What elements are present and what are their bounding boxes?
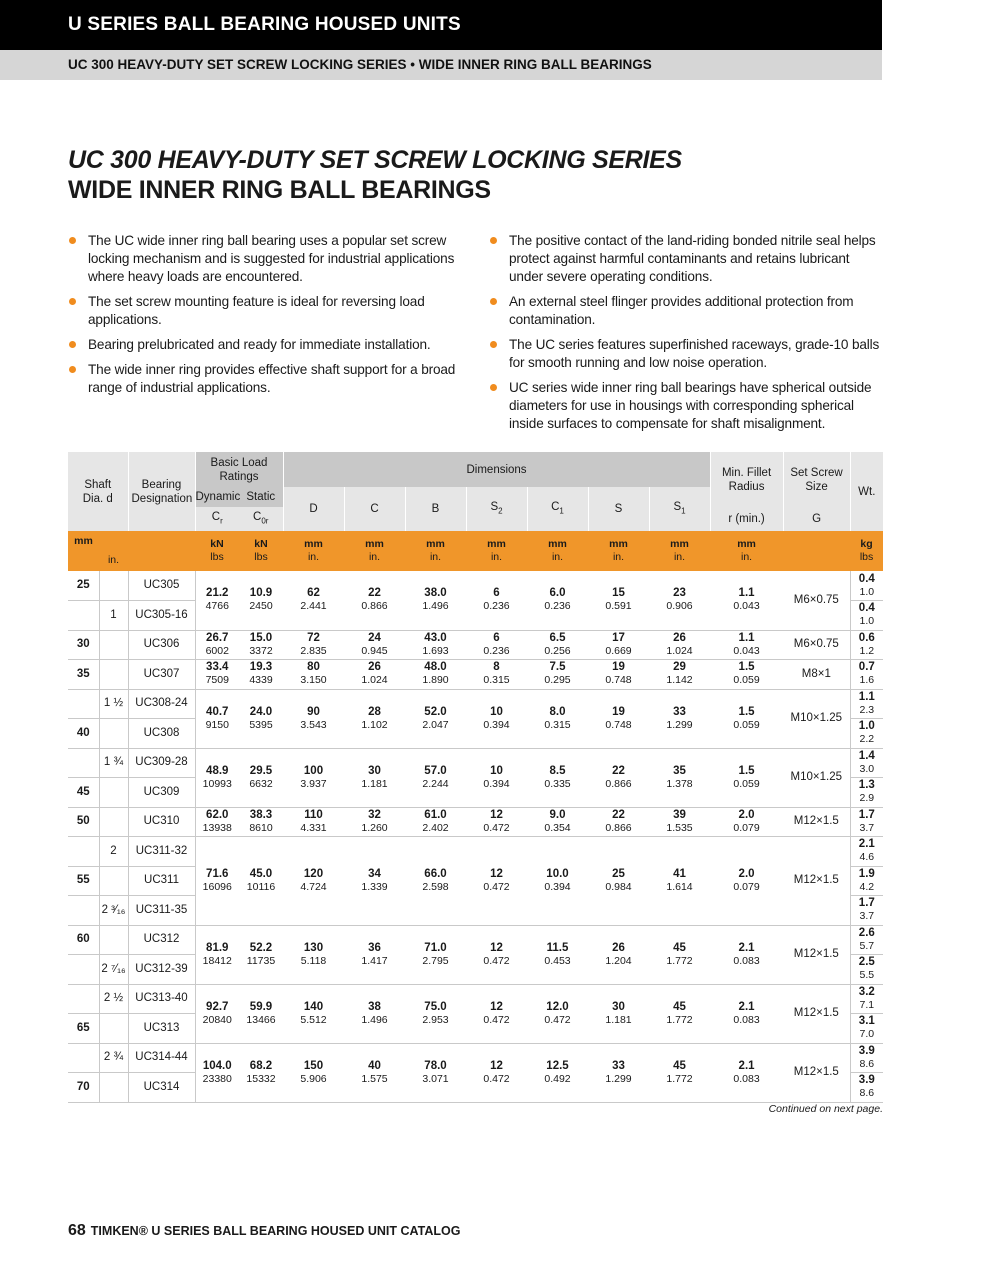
fillet-radius: 1.5 0.059 — [710, 689, 783, 748]
dim-S1: 29 1.142 — [649, 660, 710, 690]
dim-C: 22 0.866 — [344, 571, 405, 630]
feature-list-left — [68, 232, 468, 404]
dim-D: 140 5.512 — [283, 984, 344, 1043]
set-screw-size: M12×1.5 — [783, 925, 850, 984]
fillet-radius: 1.1 0.043 — [710, 630, 783, 660]
table-row — [68, 984, 883, 1014]
dim-S1: 35 1.378 — [649, 748, 710, 807]
dim-C: 28 1.102 — [344, 689, 405, 748]
col-static: Static — [239, 487, 283, 507]
dim-D: 120 4.724 — [283, 837, 344, 926]
shaft-mm: 40 — [68, 719, 99, 749]
designation: UC308 — [128, 719, 195, 749]
dim-S: 26 1.204 — [588, 925, 649, 984]
designation: UC309 — [128, 778, 195, 808]
dim-D: 130 5.118 — [283, 925, 344, 984]
dim-S1: 45 1.772 — [649, 1043, 710, 1102]
dim-D: 150 5.906 — [283, 1043, 344, 1102]
dim-S2: 12 0.472 — [466, 925, 527, 984]
designation: UC312 — [128, 925, 195, 955]
cr-value: 81.9 18412 — [195, 925, 239, 984]
dim-C1: 7.5 0.295 — [527, 660, 588, 690]
c0r-value: 29.5 6632 — [239, 748, 283, 807]
col-setscrew-sym: G — [783, 507, 850, 531]
table-row — [68, 689, 883, 719]
weight: 0.6 1.2 — [850, 630, 883, 660]
dim-B: 43.0 1.693 — [405, 630, 466, 660]
designation: UC313-40 — [128, 984, 195, 1014]
feature-item: Bearing prelubricated and ready for immediate installation. — [68, 336, 468, 354]
feature-item: UC series wide inner ring ball bearings have spherical outside diameters for use in housings with corresponding spherical inside surfaces to compensate for shaft misalignment. — [489, 379, 885, 433]
units-row: mm in. kN lbs kN lbs mm in. mm in. mm in. mm in. mm in. mm in. mm in. mm in. kg lbs — [68, 531, 883, 571]
weight: 3.9 8.6 — [850, 1073, 883, 1103]
set-screw-size: M12×1.5 — [783, 837, 850, 926]
designation: UC310 — [128, 807, 195, 837]
dim-B: 78.0 3.071 — [405, 1043, 466, 1102]
col-C: C — [344, 487, 405, 531]
weight: 1.4 3.0 — [850, 748, 883, 778]
shaft-mm — [68, 837, 99, 867]
shaft-in — [99, 719, 128, 749]
dim-C: 36 1.417 — [344, 925, 405, 984]
shaft-mm: 30 — [68, 630, 99, 660]
cr-value: 62.0 13938 — [195, 807, 239, 837]
shaft-mm — [68, 601, 99, 631]
feature-item: The UC wide inner ring ball bearing uses a popular set screw locking mechanism and is suggested for industrial applications where heavy loads are encountered. — [68, 232, 468, 286]
designation: UC314-44 — [128, 1043, 195, 1073]
dim-C: 26 1.024 — [344, 660, 405, 690]
col-weight: Wt. — [850, 452, 883, 531]
designation: UC311-35 — [128, 896, 195, 926]
weight: 0.4 1.0 — [850, 571, 883, 601]
designation: UC306 — [128, 630, 195, 660]
weight: 1.0 2.2 — [850, 719, 883, 749]
weight: 2.6 5.7 — [850, 925, 883, 955]
dim-S2: 6 0.236 — [466, 571, 527, 630]
col-S2: $S_2$ — [466, 487, 527, 531]
page-footer — [68, 1222, 460, 1240]
series-header-bar: U SERIES BALL BEARING HOUSED UNITS — [0, 0, 882, 50]
designation: UC309-28 — [128, 748, 195, 778]
shaft-in — [99, 1073, 128, 1103]
dim-B: 66.0 2.598 — [405, 837, 466, 926]
shaft-mm — [68, 984, 99, 1014]
set-screw-size: M6×0.75 — [783, 630, 850, 660]
col-C1: $C_1$ — [527, 487, 588, 531]
dim-S: 19 0.748 — [588, 689, 649, 748]
shaft-in — [99, 807, 128, 837]
bearing-spec-table — [68, 452, 883, 1103]
set-screw-size: M8×1 — [783, 660, 850, 690]
series-subheader-bar: UC 300 HEAVY-DUTY SET SCREW LOCKING SERIES • WIDE INNER RING BALL BEARINGS — [0, 50, 882, 80]
dim-C: 38 1.496 — [344, 984, 405, 1043]
bullet-icon — [490, 298, 497, 305]
dim-D: 100 3.937 — [283, 748, 344, 807]
shaft-mm: 70 — [68, 1073, 99, 1103]
bullet-icon — [490, 341, 497, 348]
table-row — [68, 630, 883, 660]
dim-S: 25 0.984 — [588, 837, 649, 926]
col-B: B — [405, 487, 466, 531]
weight: 0.4 1.0 — [850, 601, 883, 631]
catalog-name: TIMKEN® U SERIES BALL BEARING HOUSED UNIT CATALOG — [90, 1224, 461, 1238]
shaft-in — [99, 1014, 128, 1044]
dim-S2: 10 0.394 — [466, 748, 527, 807]
dim-C1: 6.0 0.236 — [527, 571, 588, 630]
bullet-icon — [69, 298, 76, 305]
shaft-in — [99, 660, 128, 690]
dim-B: 38.0 1.496 — [405, 571, 466, 630]
page-subtitle: WIDE INNER RING BALL BEARINGS — [68, 176, 491, 204]
dim-C1: 9.0 0.354 — [527, 807, 588, 837]
dim-D: 90 3.543 — [283, 689, 344, 748]
dim-C1: 10.0 0.394 — [527, 837, 588, 926]
col-S: S — [588, 487, 649, 531]
dim-B: 71.0 2.795 — [405, 925, 466, 984]
bullet-icon — [69, 341, 76, 348]
feature-item: The UC series features superfinished raceways, grade-10 balls for smooth running and low noise operation. — [489, 336, 885, 372]
dim-S1: 23 0.906 — [649, 571, 710, 630]
designation: UC305-16 — [128, 601, 195, 631]
cr-value: 92.7 20840 — [195, 984, 239, 1043]
set-screw-size: M10×1.25 — [783, 689, 850, 748]
shaft-mm: 35 — [68, 660, 99, 690]
designation: UC311 — [128, 866, 195, 896]
table-row — [68, 571, 883, 601]
dim-S1: 41 1.614 — [649, 837, 710, 926]
weight: 3.9 8.6 — [850, 1043, 883, 1073]
shaft-mm: 55 — [68, 866, 99, 896]
dim-C1: 8.5 0.335 — [527, 748, 588, 807]
dim-B: 75.0 2.953 — [405, 984, 466, 1043]
shaft-in — [99, 866, 128, 896]
cr-value: 26.7 6002 — [195, 630, 239, 660]
dim-S2: 12 0.472 — [466, 984, 527, 1043]
designation: UC312-39 — [128, 955, 195, 985]
dim-D: 62 2.441 — [283, 571, 344, 630]
feature-list-right — [489, 232, 885, 440]
fillet-radius: 2.1 0.083 — [710, 1043, 783, 1102]
shaft-in: 1 ¾ — [99, 748, 128, 778]
cr-value: 48.9 10993 — [195, 748, 239, 807]
col-basic-load: Basic Load Ratings — [195, 452, 283, 487]
col-dynamic: Dynamic — [195, 487, 239, 507]
shaft-mm — [68, 689, 99, 719]
dim-S2: 12 0.472 — [466, 837, 527, 926]
feature-item: The set screw mounting feature is ideal for reversing load applications. — [68, 293, 468, 329]
shaft-in — [99, 778, 128, 808]
dim-C: 30 1.181 — [344, 748, 405, 807]
col-shaft-dia: Shaft Dia. d — [68, 452, 128, 531]
col-setscrew: Set Screw Size — [783, 452, 850, 507]
col-cr: $C_r$ — [195, 507, 239, 531]
feature-item: The positive contact of the land-riding bonded nitrile seal helps protect against harmful contaminants and retains lubricant under severe operating conditions. — [489, 232, 885, 286]
table-row — [68, 1043, 883, 1073]
dim-C: 32 1.260 — [344, 807, 405, 837]
dim-S: 15 0.591 — [588, 571, 649, 630]
col-designation: Bearing Designation — [128, 452, 195, 531]
dim-D: 80 3.150 — [283, 660, 344, 690]
designation: UC313 — [128, 1014, 195, 1044]
fillet-radius: 1.5 0.059 — [710, 748, 783, 807]
col-D: D — [283, 487, 344, 531]
shaft-in: 2 ³⁄₁₆ — [99, 896, 128, 926]
table-row — [68, 748, 883, 778]
dim-S: 33 1.299 — [588, 1043, 649, 1102]
weight: 1.3 2.9 — [850, 778, 883, 808]
dim-S1: 26 1.024 — [649, 630, 710, 660]
shaft-mm — [68, 748, 99, 778]
dim-S2: 10 0.394 — [466, 689, 527, 748]
set-screw-size: M10×1.25 — [783, 748, 850, 807]
cr-value: 21.2 4766 — [195, 571, 239, 630]
col-fillet: Min. Fillet Radius — [710, 452, 783, 507]
designation: UC311-32 — [128, 837, 195, 867]
designation: UC305 — [128, 571, 195, 601]
dim-S1: 45 1.772 — [649, 984, 710, 1043]
shaft-mm — [68, 1043, 99, 1073]
dim-S2: 6 0.236 — [466, 630, 527, 660]
shaft-in: 2 ¾ — [99, 1043, 128, 1073]
c0r-value: 15.0 3372 — [239, 630, 283, 660]
table-row — [68, 660, 883, 690]
fillet-radius: 2.1 0.083 — [710, 984, 783, 1043]
col-fillet-sym: r (min.) — [710, 507, 783, 531]
designation: UC314 — [128, 1073, 195, 1103]
dim-B: 61.0 2.402 — [405, 807, 466, 837]
weight: 2.1 4.6 — [850, 837, 883, 867]
dim-B: 48.0 1.890 — [405, 660, 466, 690]
c0r-value: 59.9 13466 — [239, 984, 283, 1043]
dim-C1: 12.5 0.492 — [527, 1043, 588, 1102]
dim-S2: 8 0.315 — [466, 660, 527, 690]
cr-value: 33.4 7509 — [195, 660, 239, 690]
col-c0r: $C_{0r}$ — [239, 507, 283, 531]
shaft-mm: 45 — [68, 778, 99, 808]
table-row — [68, 837, 883, 867]
weight: 3.2 7.1 — [850, 984, 883, 1014]
shaft-in: 2 — [99, 837, 128, 867]
cr-value: 104.0 23380 — [195, 1043, 239, 1102]
table-row — [68, 925, 883, 955]
shaft-in: 2 ⁷⁄₁₆ — [99, 955, 128, 985]
c0r-value: 24.0 5395 — [239, 689, 283, 748]
dim-S2: 12 0.472 — [466, 1043, 527, 1102]
cr-value: 40.7 9150 — [195, 689, 239, 748]
dim-S: 30 1.181 — [588, 984, 649, 1043]
dim-B: 52.0 2.047 — [405, 689, 466, 748]
shaft-mm: 60 — [68, 925, 99, 955]
dim-D: 110 4.331 — [283, 807, 344, 837]
dim-S1: 33 1.299 — [649, 689, 710, 748]
c0r-value: 38.3 8610 — [239, 807, 283, 837]
shaft-mm: 50 — [68, 807, 99, 837]
set-screw-size: M12×1.5 — [783, 984, 850, 1043]
c0r-value: 10.9 2450 — [239, 571, 283, 630]
shaft-mm — [68, 955, 99, 985]
feature-item: An external steel flinger provides additional protection from contamination. — [489, 293, 885, 329]
bullet-icon — [490, 237, 497, 244]
dim-S: 22 0.866 — [588, 748, 649, 807]
dim-C1: 12.0 0.472 — [527, 984, 588, 1043]
dim-S: 19 0.748 — [588, 660, 649, 690]
shaft-in: 2 ½ — [99, 984, 128, 1014]
page-number: 68 — [68, 1222, 86, 1239]
shaft-mm — [68, 896, 99, 926]
dim-D: 72 2.835 — [283, 630, 344, 660]
feature-item: The wide inner ring provides effective shaft support for a broad range of industrial applications. — [68, 361, 468, 397]
fillet-radius: 2.0 0.079 — [710, 807, 783, 837]
dim-B: 57.0 2.244 — [405, 748, 466, 807]
weight: 2.5 5.5 — [850, 955, 883, 985]
dim-S1: 39 1.535 — [649, 807, 710, 837]
col-S1: $S_1$ — [649, 487, 710, 531]
dim-C1: 11.5 0.453 — [527, 925, 588, 984]
shaft-mm: 65 — [68, 1014, 99, 1044]
set-screw-size: M12×1.5 — [783, 1043, 850, 1102]
weight: 1.1 2.3 — [850, 689, 883, 719]
c0r-value: 45.0 10116 — [239, 837, 283, 926]
fillet-radius: 2.0 0.079 — [710, 837, 783, 926]
bullet-icon — [69, 237, 76, 244]
c0r-value: 68.2 15332 — [239, 1043, 283, 1102]
weight: 1.9 4.2 — [850, 866, 883, 896]
designation: UC307 — [128, 660, 195, 690]
shaft-in — [99, 571, 128, 601]
dim-S2: 12 0.472 — [466, 807, 527, 837]
bullet-icon — [490, 384, 497, 391]
dim-C: 24 0.945 — [344, 630, 405, 660]
dim-C: 40 1.575 — [344, 1043, 405, 1102]
bullet-icon — [69, 366, 76, 373]
dim-S1: 45 1.772 — [649, 925, 710, 984]
weight: 1.7 3.7 — [850, 807, 883, 837]
dim-C1: 6.5 0.256 — [527, 630, 588, 660]
weight: 3.1 7.0 — [850, 1014, 883, 1044]
shaft-in: 1 ½ — [99, 689, 128, 719]
page-title: UC 300 HEAVY-DUTY SET SCREW LOCKING SERIES — [68, 146, 682, 174]
shaft-in — [99, 925, 128, 955]
shaft-in — [99, 630, 128, 660]
set-screw-size: M6×0.75 — [783, 571, 850, 630]
set-screw-size: M12×1.5 — [783, 807, 850, 837]
cr-value: 71.6 16096 — [195, 837, 239, 926]
c0r-value: 52.2 11735 — [239, 925, 283, 984]
designation: UC308-24 — [128, 689, 195, 719]
table-row — [68, 807, 883, 837]
continued-note: Continued on next page. — [768, 1103, 883, 1115]
dim-C: 34 1.339 — [344, 837, 405, 926]
weight: 0.7 1.6 — [850, 660, 883, 690]
fillet-radius: 1.5 0.059 — [710, 660, 783, 690]
col-dimensions: Dimensions — [283, 452, 710, 487]
dim-S: 22 0.866 — [588, 807, 649, 837]
weight: 1.7 3.7 — [850, 896, 883, 926]
table-body — [68, 571, 883, 1102]
dim-C1: 8.0 0.315 — [527, 689, 588, 748]
c0r-value: 19.3 4339 — [239, 660, 283, 690]
shaft-in: 1 — [99, 601, 128, 631]
fillet-radius: 2.1 0.083 — [710, 925, 783, 984]
fillet-radius: 1.1 0.043 — [710, 571, 783, 630]
dim-S: 17 0.669 — [588, 630, 649, 660]
shaft-mm: 25 — [68, 571, 99, 601]
